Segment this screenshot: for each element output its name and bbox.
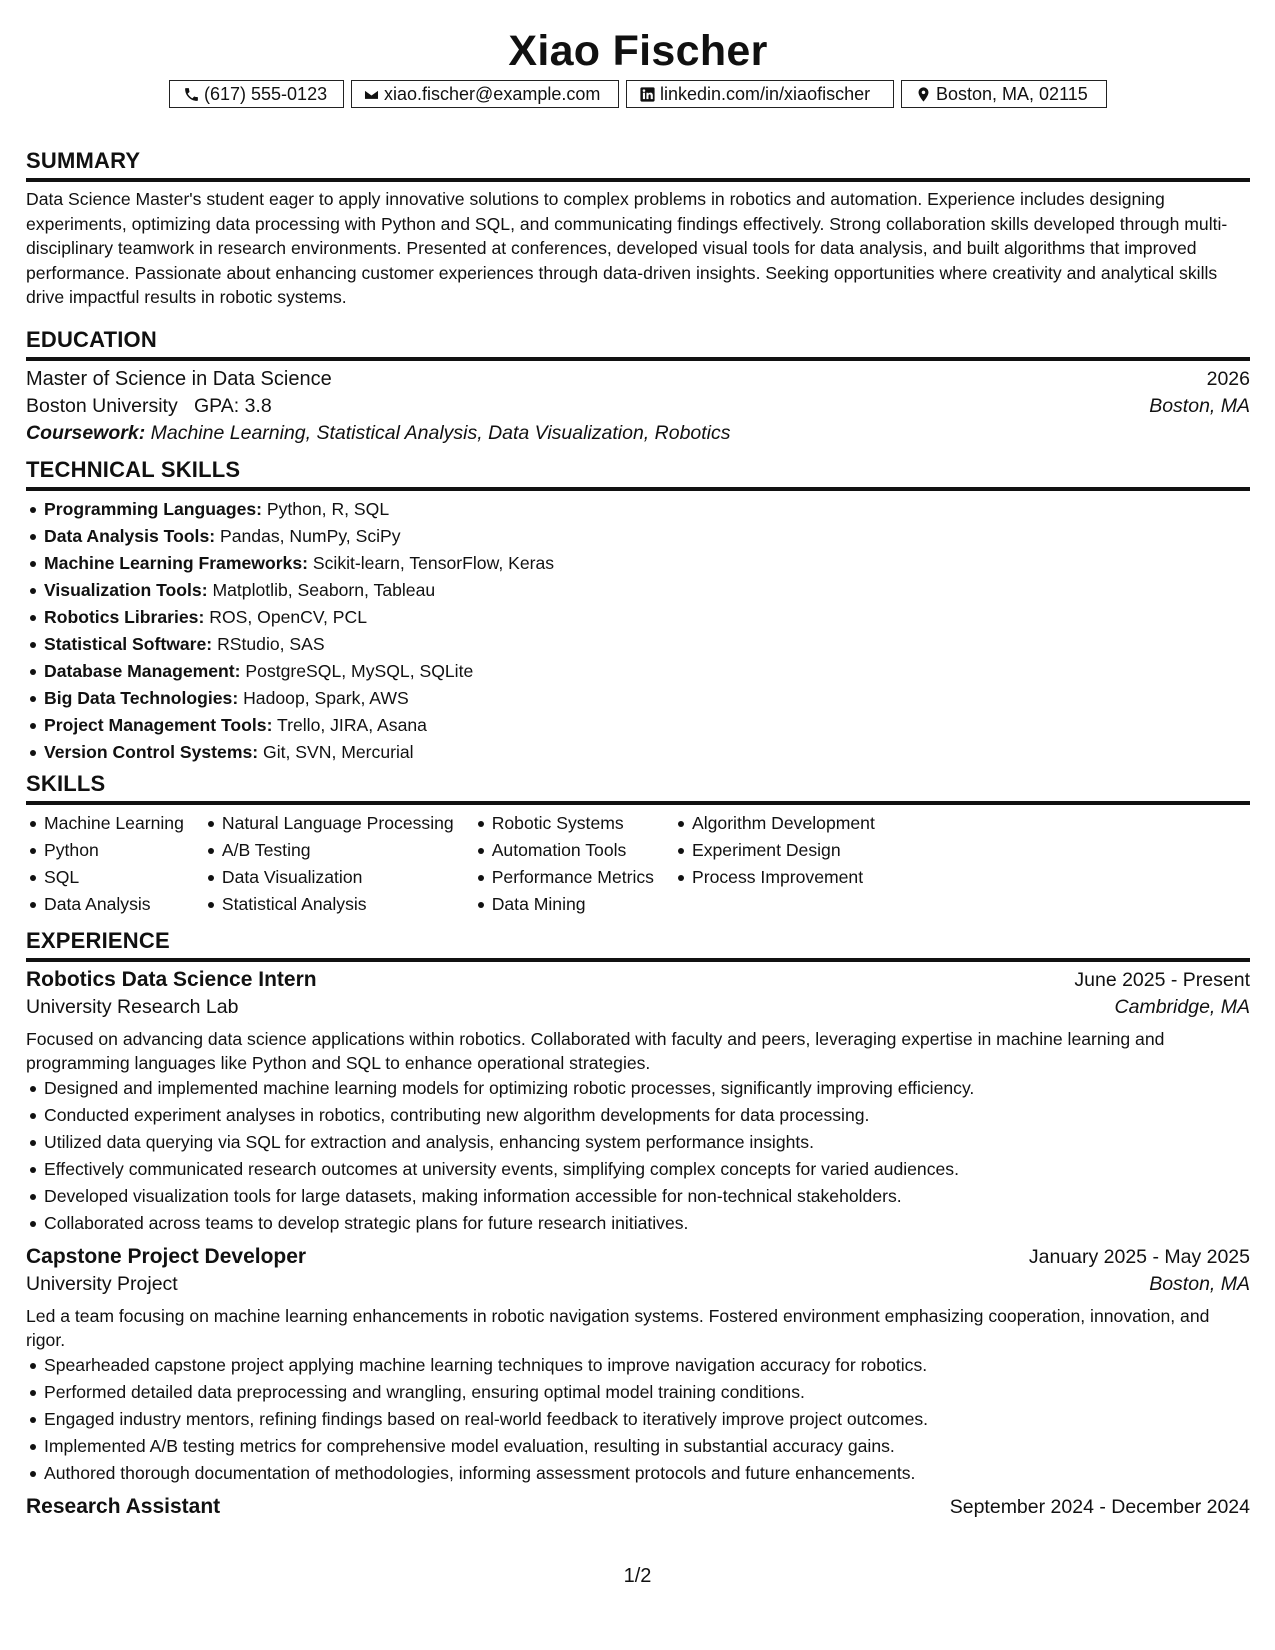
skill-item: A/B Testing <box>204 837 454 864</box>
phone-icon <box>183 86 200 103</box>
skills-section <box>26 771 1250 918</box>
job-bullet: Collaborated across teams to develop strategic plans for future research initiatives. <box>26 1210 1250 1237</box>
job-bullet: Designed and implemented machine learning models for optimizing robotic processes, significantly improving efficiency. <box>26 1075 1250 1102</box>
skill-item: Data Visualization <box>204 864 454 891</box>
section-title: EDUCATION <box>26 327 157 352</box>
skill-item: Data Mining <box>474 891 654 918</box>
skill-category-label: Data Analysis Tools: <box>44 526 216 546</box>
skills-column <box>474 810 654 918</box>
skill-item: Algorithm Development <box>674 810 875 837</box>
graduation-year: 2026 <box>1206 368 1250 390</box>
section-divider <box>26 178 1250 182</box>
skill-category-values: Matplotlib, Seaborn, Tableau <box>212 580 436 600</box>
education-section <box>26 327 1250 445</box>
contact-linkedin[interactable] <box>626 80 894 108</box>
job-bullet: Implemented A/B testing metrics for comprehensive model evaluation, resulting in substantial accuracy gains. <box>26 1433 1250 1460</box>
coursework-line <box>26 422 1250 445</box>
skill-item: Python <box>26 837 184 864</box>
job-dates: June 2025 - Present <box>1074 969 1250 991</box>
page-number: 1/2 <box>623 1565 652 1587</box>
job-entry <box>26 1495 1250 1519</box>
job-entry <box>26 968 1250 1237</box>
skill-item: SQL <box>26 864 184 891</box>
skill-category-values: Git, SVN, Mercurial <box>263 742 414 762</box>
skills-column <box>674 810 875 918</box>
skill-category-label: Version Control Systems: <box>44 742 259 762</box>
job-location: Boston, MA <box>1149 1273 1250 1295</box>
contact-linkedin-text: linkedin.com/in/xiaofischer <box>660 83 871 104</box>
technical-skill-item <box>26 631 1250 658</box>
technical-skills-section <box>26 457 1250 766</box>
job-title: Robotics Data Science Intern <box>26 968 317 991</box>
job-location: Cambridge, MA <box>1114 996 1250 1018</box>
technical-skill-item <box>26 550 1250 577</box>
school-line <box>26 395 272 418</box>
job-bullet: Utilized data querying via SQL for extraction and analysis, enhancing system performance insights. <box>26 1129 1250 1156</box>
skill-category-values: Pandas, NumPy, SciPy <box>219 526 401 546</box>
section-divider <box>26 357 1250 361</box>
coursework-list: Machine Learning, Statistical Analysis, Data Visualization, Robotics <box>150 422 731 444</box>
school-location: Boston, MA <box>1149 395 1250 417</box>
skill-category-label: Statistical Software: <box>44 634 213 654</box>
job-bullet: Effectively communicated research outcomes at university events, simplifying complex concepts for varied audiences. <box>26 1156 1250 1183</box>
technical-skill-item <box>26 523 1250 550</box>
section-divider <box>26 801 1250 805</box>
job-org-row <box>26 1273 1250 1296</box>
summary-section <box>26 148 1250 310</box>
linkedin-icon <box>639 86 656 103</box>
job-header-row <box>26 968 1250 992</box>
contact-email[interactable] <box>351 80 619 108</box>
skill-item: Data Analysis <box>26 891 184 918</box>
job-description: Focused on advancing data science applications within robotics. Collaborated with faculty and peers, leveraging expertise in machine learning and programming languages like Python and SQL to enhance operational strategies. <box>26 1029 1165 1073</box>
skill-category-values: Hadoop, Spark, AWS <box>243 688 409 708</box>
experience-section <box>26 928 1250 1519</box>
technical-skill-item <box>26 739 1250 766</box>
job-dates: January 2025 - May 2025 <box>1028 1246 1250 1268</box>
skill-category-label: Robotics Libraries: <box>44 607 205 627</box>
skills-grid <box>26 810 1250 918</box>
technical-skill-item <box>26 577 1250 604</box>
skill-item: Machine Learning <box>26 810 184 837</box>
resume-page <box>26 0 1250 1518</box>
job-dates: September 2024 - December 2024 <box>949 1496 1250 1518</box>
job-bullet: Authored thorough documentation of methodologies, informing assessment protocols and future enhancements. <box>26 1460 1250 1487</box>
job-bullets <box>26 1352 1250 1487</box>
skill-category-label: Machine Learning Frameworks: <box>44 553 308 573</box>
skill-category-values: RStudio, SAS <box>217 634 325 654</box>
job-bullet: Spearheaded capstone project applying machine learning techniques to improve navigation accuracy for robotics. <box>26 1352 1250 1379</box>
coursework-label: Coursework: <box>26 422 146 444</box>
job-bullets <box>26 1075 1250 1237</box>
contact-phone[interactable] <box>169 80 344 108</box>
job-entry <box>26 1245 1250 1487</box>
skill-category-values: Python, R, SQL <box>266 499 390 519</box>
skills-column <box>204 810 454 918</box>
skill-item: Automation Tools <box>474 837 654 864</box>
map-pin-icon <box>915 86 932 103</box>
technical-skill-item <box>26 604 1250 631</box>
skills-column <box>26 810 184 918</box>
section-divider <box>26 487 1250 491</box>
job-header-row <box>26 1495 1250 1519</box>
skill-item: Process Improvement <box>674 864 875 891</box>
skill-category-values: Trello, JIRA, Asana <box>277 715 427 735</box>
section-title: SUMMARY <box>26 148 141 173</box>
technical-skill-item <box>26 712 1250 739</box>
candidate-name: Xiao Fischer <box>508 27 768 75</box>
skill-item: Statistical Analysis <box>204 891 454 918</box>
skill-item: Natural Language Processing <box>204 810 454 837</box>
contact-bar <box>26 80 1250 108</box>
school-name: Boston University <box>26 395 178 417</box>
skill-category-label: Database Management: <box>44 661 241 681</box>
job-organization: University Research Lab <box>26 996 239 1018</box>
degree-title: Master of Science in Data Science <box>26 368 332 390</box>
skill-category-label: Programming Languages: <box>44 499 262 519</box>
job-title: Capstone Project Developer <box>26 1245 307 1268</box>
skill-item: Performance Metrics <box>474 864 654 891</box>
skill-category-label: Project Management Tools: <box>44 715 273 735</box>
job-title: Research Assistant <box>26 1495 221 1518</box>
job-description: Led a team focusing on machine learning enhancements in robotic navigation systems. Fostered environment emphasizing cooperation, innovation, and rigor. <box>26 1306 1210 1350</box>
technical-skill-item <box>26 496 1250 523</box>
job-bullet: Engaged industry mentors, refining findings based on real-world feedback to iteratively improve project outcomes. <box>26 1406 1250 1433</box>
section-title: EXPERIENCE <box>26 928 170 953</box>
education-school-row <box>26 395 1250 418</box>
technical-skill-item <box>26 658 1250 685</box>
job-header-row <box>26 1245 1250 1269</box>
envelope-icon <box>363 86 380 103</box>
contact-email-text: xiao.fischer@example.com <box>384 83 601 104</box>
skill-item: Experiment Design <box>674 837 875 864</box>
job-bullet: Developed visualization tools for large datasets, making information accessible for non-technical stakeholders. <box>26 1183 1250 1210</box>
skill-category-label: Big Data Technologies: <box>44 688 239 708</box>
contact-location-text: Boston, MA, 02115 <box>936 83 1088 104</box>
technical-skill-item <box>26 685 1250 712</box>
section-divider <box>26 958 1250 962</box>
skill-category-label: Visualization Tools: <box>44 580 208 600</box>
job-org-row <box>26 996 1250 1019</box>
skill-category-values: Scikit-learn, TensorFlow, Keras <box>312 553 555 573</box>
section-title: SKILLS <box>26 771 106 796</box>
skill-category-values: ROS, OpenCV, PCL <box>209 607 368 627</box>
gpa: GPA: 3.8 <box>194 395 272 417</box>
education-header-row <box>26 368 1250 391</box>
contact-phone-text: (617) 555-0123 <box>204 83 328 104</box>
job-organization: University Project <box>26 1273 178 1295</box>
skill-category-values: PostgreSQL, MySQL, SQLite <box>245 661 474 681</box>
technical-skills-list <box>26 496 1250 766</box>
summary-text: Data Science Master's student eager to apply innovative solutions to complex problems in robotics and automation. Experience includes designing experiments, optimizing data processing with Python and SQL, and communicating findings effectively. Strong collaboration skills developed through multi-disciplinary teamwork in research environments. Presented at conferences, developed visual tools for data analysis, and built algorithms that improved performance. Passionate about enhancing customer experiences through data-driven insights. Seeking opportunities where creativity and analytical skills drive impactful results in robotic systems. <box>26 189 1228 307</box>
job-bullet: Performed detailed data preprocessing and wrangling, ensuring optimal model training conditions. <box>26 1379 1250 1406</box>
section-title: TECHNICAL SKILLS <box>26 457 241 482</box>
skill-item: Robotic Systems <box>474 810 654 837</box>
job-bullet: Conducted experiment analyses in robotics, contributing new algorithm developments for data processing. <box>26 1102 1250 1129</box>
contact-location <box>901 80 1107 108</box>
